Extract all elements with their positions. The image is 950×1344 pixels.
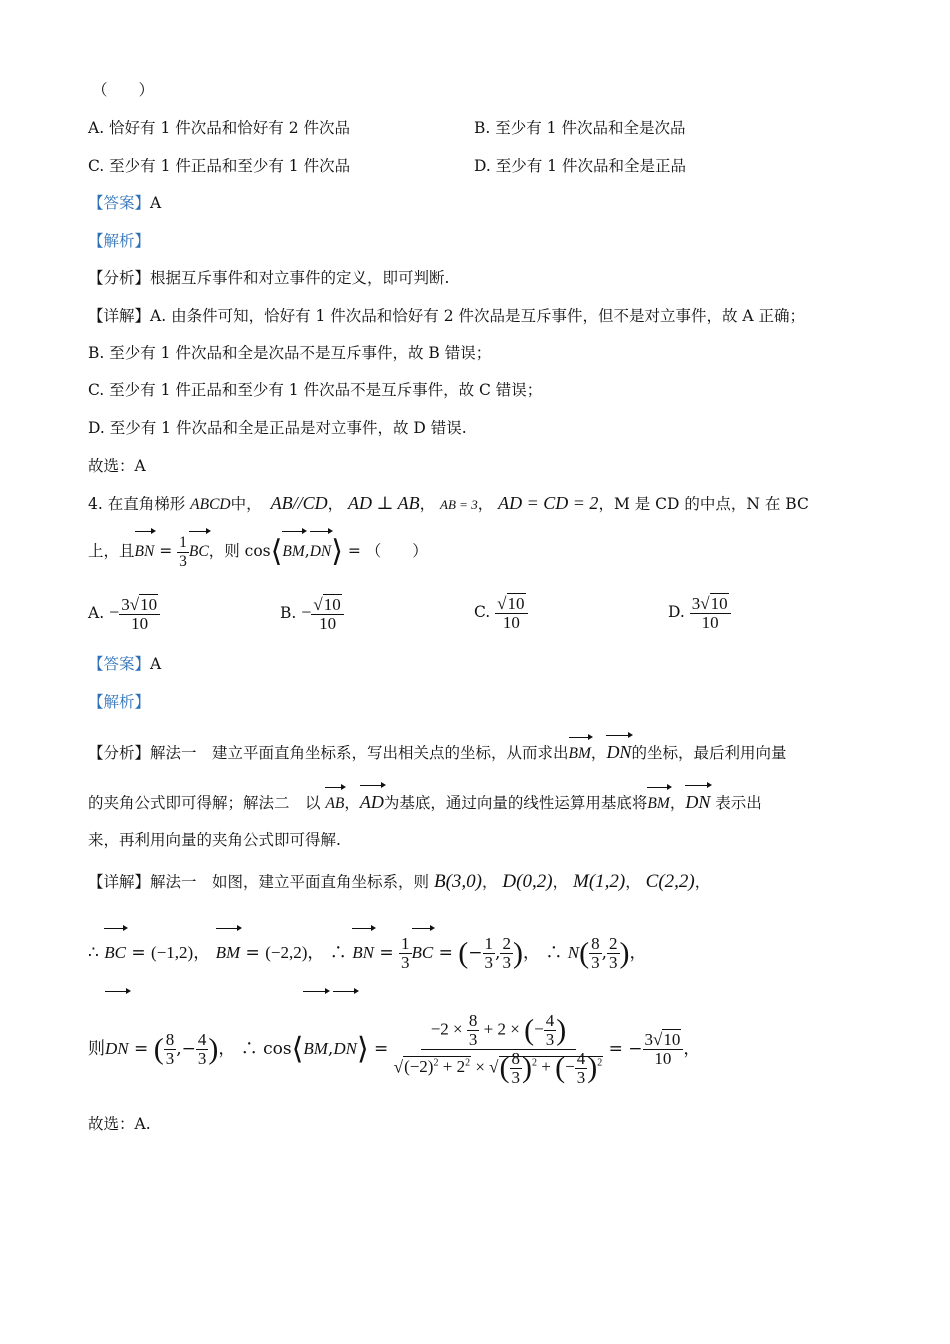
left-angle: ⟨ [270,535,283,568]
big-fraction-denominator: $√(-2)^2 + 2^2$ × √( $\frac{8}{3}$ )$^2$ + (− $\frac{4}{3}$ )$^2$ [393,1049,603,1087]
q4-line2-c: = （ ） [347,542,428,560]
option-b: B. 至少有 1 件次品和全是次品 [474,119,686,137]
therefore-4: ∴ [240,1039,258,1059]
q4-option-c [474,590,528,634]
big-fraction [394,1012,603,1087]
frac-neg1-3: $\frac{1}{3}$ [484,934,494,972]
q4-option-b [280,590,344,635]
option-fraction: $\frac{√10}{10}$ [495,595,527,632]
answer-value: A [150,194,162,212]
bm-value: (−2,2) [265,943,308,962]
vec-bc: BC [189,528,209,570]
vec-dn-3: DN [685,782,710,816]
q4-answer-value: A [150,655,162,673]
q4-option-d [668,590,731,634]
q4-analysis-tag: 【解析】 [88,693,151,711]
q4-line2-a: 上，且 [88,542,135,560]
q4-fenxi-2a: 的夹角公式即可得解；解法二 以 [88,794,321,812]
vec-bc-3: BC [412,925,434,975]
q4-fenxi-line1: 【分析】解法一 建立平面直角坐标系，写出相关点的坐标，从而求出BM，DN的坐标，最后利用向量 [88,732,786,768]
q4-choose: 故选：A. [88,1115,151,1133]
option-fraction: $\frac{√10}{10}$ [311,596,343,633]
vec-bn-2: BN [352,925,374,975]
vec-bm-5: BM [303,988,328,1104]
q4-stem-text: 4. 在直角梯形 [88,495,186,513]
xiangjie-tag: 【详解】 [88,307,151,325]
option-label: B. [280,604,302,622]
q4-xiangjie-line3: 则DN = ( $\frac{8}{3}$ ,− $\frac{4}{3}$ )， ∴ cos⟨BM,DN⟩ = −2 × $\frac{8}{3}$ + 2 × (− $\frac{4}{3}$ ) $√(-2)^2 + 2^2$ × √( $\frac{8}{3}$ )$^2$ + (− $\frac{4}{3}$ )$^2$ = − $\frac{3√10}{10}$ ， [88,988,700,1105]
point-m: M(1,2) [573,871,626,892]
frac-8-3b: $\frac{8}{3}$ [165,1030,175,1068]
option-a: A. 恰好有 1 件次品和恰好有 2 件次品 [88,119,350,137]
option-label: D. [668,603,690,621]
q4-perp: AD ⊥ AB [348,493,420,513]
q4-line2-b: ，则 cos [208,542,271,560]
paren-close: ) [512,936,523,970]
then-text: 则 [88,1039,105,1059]
option-sign: − [301,602,312,622]
blank-paren: （ ） [92,81,155,99]
option-label: C. [474,603,496,621]
therefore-3: ∴ [545,943,563,963]
vec-dn-5: DN [333,988,357,1104]
frac-den: 3 [179,552,187,570]
q4-parallel: AB//CD [270,493,328,513]
vec-bm-3: BM [647,784,669,818]
choose-line: 故选：A [88,457,146,475]
result-fraction: $\frac{3√10}{10}$ [643,1031,684,1068]
bc-value: (−1,2) [151,943,194,962]
detail-b: B. 至少有 1 件次品和全是次品不是互斥事件，故 B 错误； [88,344,492,362]
fenxi-line [88,268,449,288]
option-sign: − [109,602,120,622]
therefore-1: ∴ [88,943,99,963]
frac-4-3: $\frac{4}{3}$ [197,1030,207,1068]
therefore-2: ∴ [329,943,347,963]
q4-fenxi-2b: 为基底，通过向量的线性运算用基底将 [383,794,648,812]
big-fraction-numerator: −2 × $\frac{8}{3}$ + 2 × (− $\frac{4}{3}$ ) [421,1012,576,1050]
q4-answer-tag: 【答案】 [88,655,151,673]
frac-8-3: $\frac{8}{3}$ [591,934,600,972]
xiangjie-text: A. 由条件可知，恰好有 1 件次品和恰好有 2 件次品是互斥事件，但不是对立事件，故 A 正确； [150,307,806,325]
q4-xj-1: 解法一 如图，建立平面直角坐标系，则 [150,873,430,891]
paren-open-dn: ( [153,1032,164,1066]
option-fraction: $\frac{3√10}{10}$ [119,596,160,633]
q4-fenxi-tag: 【分析】 [88,744,151,762]
frac-2-3b: $\frac{2}{3}$ [609,934,618,972]
paren-open: ( [458,936,469,970]
q4-fenxi-1: 解法一 建立平面直角坐标系，写出相关点的坐标，从而求出 [150,744,569,762]
q4-fenxi-line2: 的夹角公式即可得解；解法二 以 AB，AD为基底，通过向量的线性运算用基底将BM，DN 表示出 [88,782,762,818]
q4-xiangjie-line2: ∴ BC = (−1,2)， BM = (−2,2)， ∴ BN = $\frac{1}{3}$ BC = (− $\frac{1}{3}$ , $\frac{2}{3}$ )， ∴ N( $\frac{8}{3}$ , $\frac{2}{3}$ )， [88,925,647,976]
vec-dn: DN [310,528,332,570]
paren-close-dn: ) [208,1032,219,1066]
q4-fenxi-1b: 的坐标，最后利用向量 [631,744,787,762]
analysis-tag: 【解析】 [88,232,151,250]
paren-open-n: ( [579,936,590,970]
option-label: A. [88,604,110,622]
cos-text: cos [263,1039,292,1059]
vec-ab: AB [325,784,344,818]
vec-dn-2: DN [606,732,631,766]
option-c: C. 至少有 1 件正品和至少有 1 件次品 [88,157,351,175]
q4-zhong: 中， [230,495,262,513]
vec-bm-2: BM [569,734,591,768]
fraction-one-third [177,534,189,571]
q4-xiangjie-line1: 【详解】解法一 如图，建立平面直角坐标系，则 B(3,0)， D(0,2)， M(1,2)， C(2,2)， [88,871,711,892]
vec-bm-4: BM [216,925,241,975]
vec-ad: AD [360,782,384,816]
vec-dn-4: DN [105,988,129,1104]
point-d: D(0,2) [502,871,553,892]
q4-ab3: AB = 3 [440,497,478,512]
answer-tag: 【答案】 [88,194,151,212]
answer-line [88,193,161,213]
q4-abcd: ABCD [190,496,231,513]
frac-num: 1 [179,533,187,551]
q4-fenxi-2c: 表示出 [715,794,762,812]
detail-d: D. 至少有 1 件次品和全是正品是对立事件，故 D 错误. [88,419,467,437]
xiangjie-line [88,306,805,326]
option-d: D. 至少有 1 件次品和全是正品 [474,157,686,175]
option-fraction: $\frac{3√10}{10}$ [690,595,731,632]
vec-bn: BN [135,528,155,570]
q4-stem-line1: 4. 在直角梯形 ABCD中， AB//CD， AD ⊥ AB， AB = 3， AD = CD = 2，M 是 CD 的中点，N 在 BC [88,493,809,513]
detail-c: C. 至少有 1 件正品和至少有 1 件次品不是互斥事件，故 C 错误； [88,381,543,399]
q4-xiangjie-tag: 【详解】 [88,873,151,891]
vec-bc-2: BC [104,925,126,975]
point-c: C(2,2) [645,871,695,892]
point-b: B(3,0) [433,871,482,892]
vec-bm: BM [282,528,304,570]
q4-fenxi-line3: 来，再利用向量的夹角公式即可得解. [88,831,341,849]
frac-1-3b: $\frac{1}{3}$ [401,934,410,972]
q4-stem-line2: 上，且BN = $\frac{1}{3}$ BC，则 cos⟨BM,DN⟩ = （ ） [88,528,428,571]
q4-m-text: ，M 是 CD 的中点，N 在 BC [598,495,809,513]
q4-adcd: AD = CD = 2 [498,493,599,513]
result-eq: = − [608,1039,643,1059]
paren-close-n: ) [619,936,630,970]
q4-answer-line [88,654,161,674]
q4-option-a [88,590,160,635]
fenxi-text: 根据互斥事件和对立事件的定义，即可判断. [150,269,450,287]
frac-2-3: $\frac{2}{3}$ [502,934,511,972]
fenxi-tag: 【分析】 [88,269,151,287]
right-angle: ⟩ [331,535,343,568]
